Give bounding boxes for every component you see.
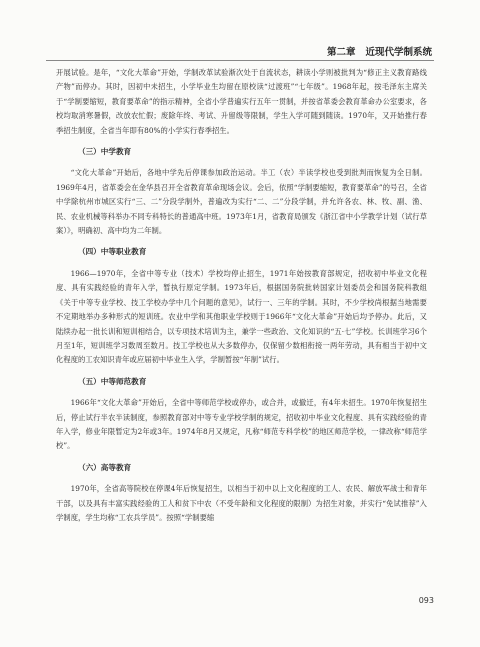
header-rule xyxy=(46,60,434,61)
paragraph-secondary: “文化大革命”开始后，各地中学先后停课参加政治运动。半工（农）半读学校也受到批判而恢复为全日制。1969年4月，省革委会在金华县召开全省教育革命现场会议。会后，依照“学制要缩短，教育要革命”的号召，全省中学除杭州市城区实行“三、二”分段学制外，普遍改为实行“二、二”分段学制，并允许各农、林、牧、副、渔、民、农业机械等科举办不同专科特长的普通高中班。1973年1月，省教育局颁发《浙江省中小学教学计划（试行草案）》，明确初、高中均为二年制。 xyxy=(56,168,427,236)
paragraph-primary-continued: 开展试验。是年，“文化大革命”开始，学制改革试验渐次处于自流状态，耕读小学则被批判为“修正主义教育路线产物”而停办。其时，因初中未招生，小学毕业生均留在原校读“过渡班”“七年级”。1968年起，按毛泽东主席关于“学制要缩短，教育要革命”的指示精神，全省小学普遍实行五年一贯制，并按省革委会教育革命办公室要求，各校均取消寒暑假，改放农忙假；废除年终、考试、升留级等限制，学生入学可随到随读。1970年，又开始推行春季招生制度，全省当年即有80%的小学实行春季招生。 xyxy=(56,68,427,135)
section-heading-secondary: （三）中学教育 xyxy=(78,147,132,157)
paragraph-vocational: 1966—1970年，全省中等专业（技术）学校均停止招生，1971年始按教育部规定，招收初中毕业文化程度、具有实践经验的青年入学，暂执行原定学制。1973年后，根据国务院批转国家计划委员会和国务院科教组《关于中等专业学校、技工学校办学中几个问题的意见》，试行一、三年的学制。其时，不少学校尚根据当地需要不定期地举办多种形式的短训班。农业中学和其他职业学校则于1966年“文化大革命”开始后均予停办。此后，又陆续办起一批长训和短训相结合，以专项技术培训为主，兼学一些政治、文化知识的“五·七”学校。长训班学习6个月至1年，短训班学习数周至数月。技工学校也从大多数停办，仅保留少数相衔接一两年劳动，具有相当于初中文化程度的工农知识青年或应届初中毕业生入学，学制暂按“年制”试行。 xyxy=(56,268,427,365)
chapter-title: 近现代学制系统 xyxy=(365,47,432,58)
section-heading-higher-education: （六）高等教育 xyxy=(78,462,132,472)
page-body xyxy=(56,66,427,525)
section-heading-normal-school: （五）中等师范教育 xyxy=(78,376,147,386)
paragraph-normal-school: 1966年“文化大革命”开始后，全省中等师范学校或停办，或合并，或撤迁，有4年未招生。1970年恢复招生后，停止试行半农半读制度，参照教育部对中等专业学校学制的规定，招收初中毕业文化程度、具有实践经验的青年入学，修业年限暂定为2年或3年。1974年8月又规定，凡称“师范专科学校”的地区师范学校，一律改称“师范学校”。 xyxy=(56,398,427,451)
page-number: 093 xyxy=(418,596,434,605)
section-heading-vocational: （四）中等职业教育 xyxy=(78,247,147,257)
chapter-number: 第二章 xyxy=(326,47,356,58)
paragraph-higher-education: 1970年，全省高等院校在停课4年后恢复招生，以相当于初中以上文化程度的工人、农民、解放军战士和青年干部，以及具有丰富实践经验的工人和贫下中农（不受年龄和文化程度的限制）为招生对象，并实行“免试推荐”入学制度，学生均称“工农兵学员”。按照“学制要缩 xyxy=(56,484,427,522)
running-header xyxy=(327,44,432,58)
